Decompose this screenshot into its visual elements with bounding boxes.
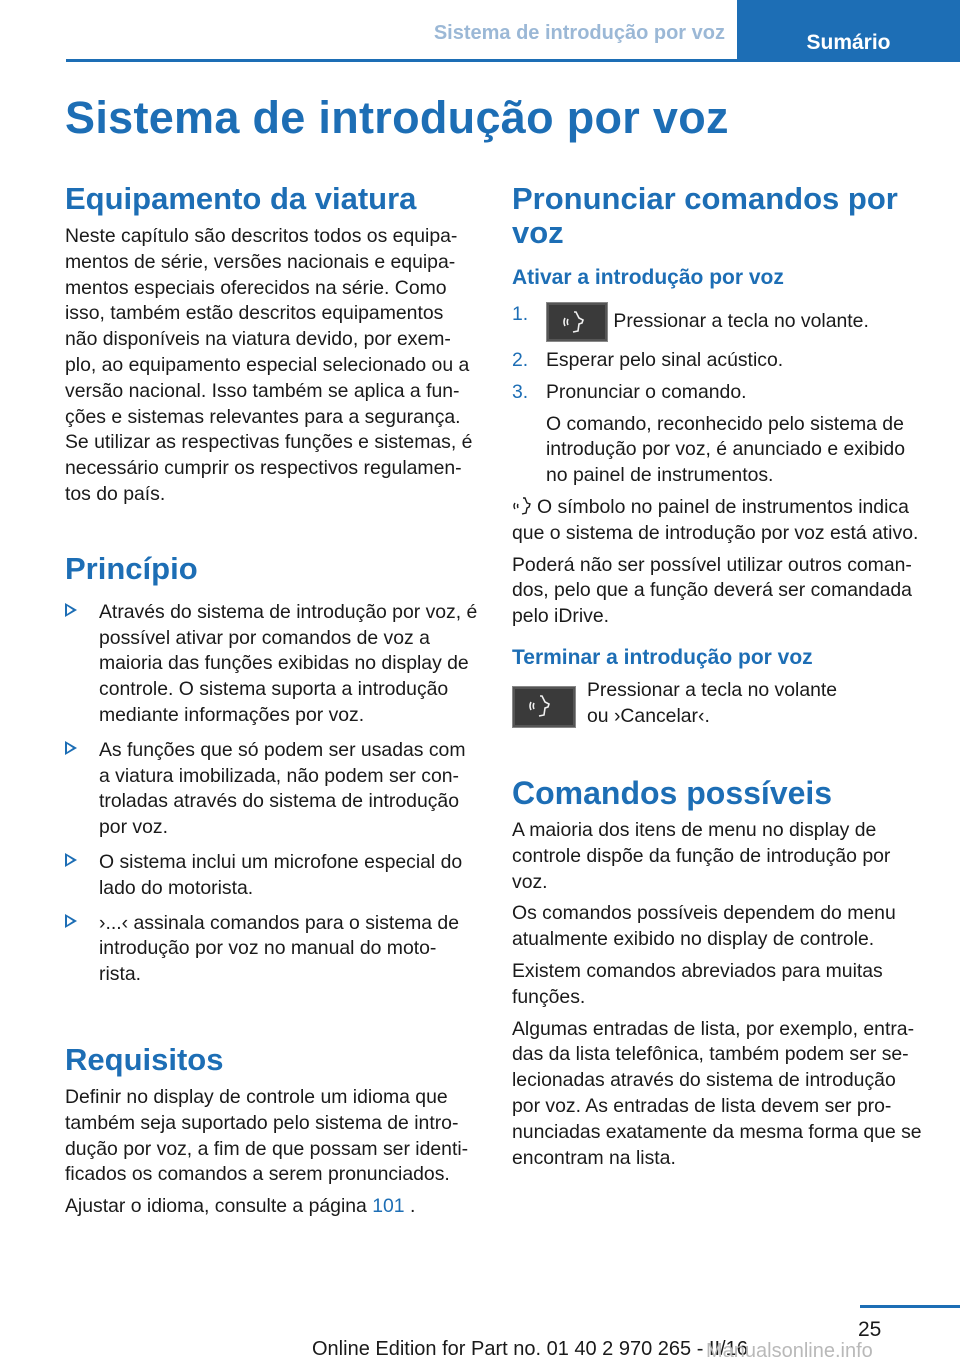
- edition-text: Online Edition for Part no. 01 40 2 970 265 - II/16: [312, 1338, 748, 1360]
- symbol-description: O símbolo no painel de instrumentos indica que o sistema de introdução por voz está ativo.: [512, 495, 919, 544]
- possible-paragraph: A maioria dos itens de menu no display de controle dispõe da função de introdução por voz.: [512, 818, 891, 893]
- page-ref-prefix: Ajustar o idioma, consulte a página: [65, 1195, 367, 1218]
- step-text: Pressionar a tecla no volante.: [613, 310, 869, 333]
- principle-heading: Princípio: [65, 550, 198, 586]
- step-item: [512, 380, 928, 489]
- voice-command-button-icon: [512, 686, 576, 728]
- header-rule: [66, 59, 960, 62]
- terminate-line-2: ou ›Cancelar‹.: [587, 704, 710, 727]
- triangle-bullet-icon: [65, 914, 77, 928]
- possible-commands-heading: Comandos possíveis: [512, 774, 833, 811]
- equipment-heading: Equipamento da viatura: [65, 181, 417, 216]
- step-number: 3.: [512, 380, 529, 403]
- terminate-heading: Terminar a introdução por voz: [512, 645, 813, 669]
- voice-active-symbol-icon: [512, 496, 534, 516]
- step-text: Pronunciar o comando.: [546, 380, 747, 403]
- step-number: 1.: [512, 303, 529, 325]
- list-item-text: ›...‹ assinala comandos para o sistema de introdução por voz no manual do moto- rista.: [99, 911, 459, 986]
- triangle-bullet-icon: [65, 603, 77, 617]
- watermark: Manualsonline.info: [706, 1340, 873, 1362]
- terminate-text: [587, 678, 837, 730]
- triangle-bullet-icon: [65, 853, 77, 867]
- page-header: [0, 0, 960, 62]
- step-number: 2.: [512, 349, 529, 371]
- list-item: [65, 911, 479, 988]
- equipment-text: Neste capítulo são descritos todos os equipa- mentos de série, versões nacionais e equipa- mentos especiais oferecidos na série. Como isso, também estão descritos equipamentos não disponíveis na viatura devido, por exem- plo, ao equipamento especial selecionado ou a versão nacional. Isso também se aplica a fun- ções e sistemas relevantes para a segurança. Se utilizar as respectivas funções e sistemas, é necessário cumprir os respectivos regulamen- tos do país.: [65, 225, 473, 505]
- contents-tab[interactable]: Sumário: [737, 0, 960, 60]
- list-item: [65, 850, 479, 902]
- triangle-bullet-icon: [65, 741, 77, 755]
- page-title: Sistema de introdução por voz: [65, 92, 729, 143]
- possible-paragraph: Existem comandos abreviados para muitas funções.: [512, 959, 883, 1008]
- possible-paragraph: Algumas entradas de lista, por exemplo, entra- das da lista telefônica, também podem ser se- lecionadas através do sistema de introdução por voz. As entradas de lista devem ser pro- nunciadas exatamente da mesma forma que se encontram na lista.: [512, 1017, 922, 1169]
- left-column: [65, 182, 479, 1220]
- principle-list: [65, 600, 479, 988]
- idrive-text: Poderá não ser possível utilizar outros coman- dos, pelo que a função deverá ser comandada pelo iDrive.: [512, 553, 912, 628]
- step-item: [512, 302, 928, 342]
- list-item-text: As funções que só podem ser usadas com a viatura imobilizada, não podem ser con- troladas através do sistema de introdução por voz.: [99, 738, 466, 839]
- language-page-reference: [65, 1194, 479, 1220]
- activation-steps: [512, 302, 928, 489]
- pronounce-heading: Pronunciar comandos por voz: [512, 181, 898, 250]
- activate-heading: Ativar a introdução por voz: [512, 266, 784, 289]
- step-text: Esperar pelo sinal acústico.: [546, 349, 784, 371]
- list-item: [65, 600, 479, 729]
- terminate-block: [512, 678, 928, 730]
- requirements-heading: Requisitos: [65, 1041, 224, 1077]
- voice-symbol-text: [512, 495, 928, 547]
- step-item: [512, 348, 928, 374]
- list-item-text: Através do sistema de introdução por voz, é possível ativar por comandos de voz a maioria das funções exibidas no display de controle. O sistema suporta a introdução mediante informações por voz.: [99, 600, 478, 726]
- voice-command-button-icon: [546, 302, 608, 342]
- terminate-line-1: Pressionar a tecla no volante: [587, 678, 838, 701]
- step-note: O comando, reconhecido pelo sistema de introdução por voz, é anunciado e exibido no painel de instrumentos.: [546, 412, 905, 487]
- header-section-title[interactable]: Sistema de introdução por voz: [433, 22, 725, 44]
- footer-rule: [860, 1305, 960, 1308]
- possible-paragraph: Os comandos possíveis dependem do menu atualmente exibido no display de controle.: [512, 902, 896, 951]
- list-item: [65, 738, 479, 841]
- page-ref-suffix: .: [409, 1195, 416, 1218]
- page-ref-link[interactable]: 101: [372, 1195, 405, 1218]
- requirements-text: Definir no display de controle um idioma que também seja suportado pelo sistema de intro- dução por voz, a fim de que possam ser identi- ficados os comandos a serem pronunciados.: [65, 1085, 469, 1186]
- page-number: 25: [858, 1318, 882, 1341]
- right-column: [512, 182, 928, 1171]
- list-item-text: O sistema inclui um microfone especial do lado do motorista.: [99, 850, 463, 899]
